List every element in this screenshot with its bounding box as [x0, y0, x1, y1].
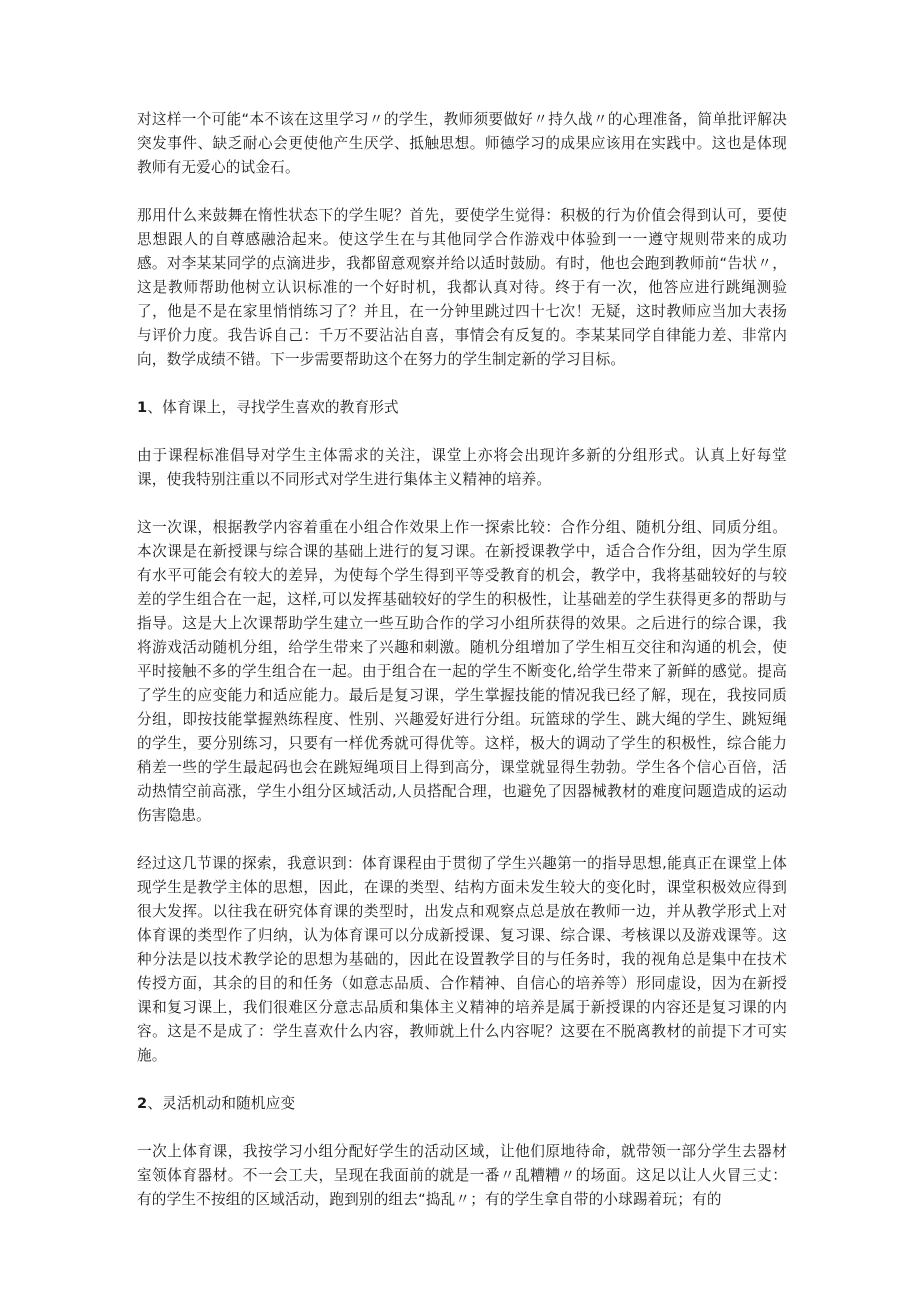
- section-heading-1-title: 、体育课上，寻找学生喜欢的教育形式: [147, 399, 399, 416]
- section-heading-1: [137, 396, 787, 420]
- section-heading-2-number: 2: [137, 1095, 148, 1112]
- paragraph-6: 一次上体育课，我按学习小组分配好学生的活动区域，让他们原地待命，就带领一部分学生去器材室领体育器材。不一会工夫，呈现在我面前的就是一番〃乱糟糟〃的场面。这足以让人火冒三丈：有的学生不按组的区域活动，跑到别的组去“捣乱〃；有的学生拿自带的小球踢着玩；有的: [137, 1143, 787, 1208]
- paragraph-3: 由于课程标准倡导对学生主体需求的关注，课堂上亦将会出现许多新的分组形式。认真上好每堂课，使我特别注重以不同形式对学生进行集体主义精神的培养。: [137, 447, 787, 488]
- paragraph-1: 对这样一个可能“本不该在这里学习〃的学生，教师须要做好〃持久战〃的心理准备，简单批评解决突发事件、缺乏耐心会更使他产生厌学、抵触思想。师德学习的成果应该用在实践中。这也是体现教师有无爱心的试金石。: [137, 111, 787, 176]
- paragraph-2: 那用什么来鼓舞在惰性状态下的学生呢？首先，要使学生觉得：积极的行为价值会得到认可，要使思想跟人的自尊感融洽起来。使这学生在与其他同学合作游戏中体验到一一遵守规则带来的成功感。对李某某同学的点滴进步，我都留意观察并给以适时鼓励。有时，他也会跑到教师前“告状〃，这是教师帮助他树立认识标准的一个好时机，我都认真对待。终于有一次，他答应进行跳绳测验了，他是不是在家里悄悄练习了？并且，在一分钟里跳过四十七次！无疑，这时教师应当加大表扬与评价力度。我告诉自己：千万不要沾沾自喜，事情会有反复的。李某某同学自律能力差、非常内向，数学成绩不错。下一步需要帮助这个在努力的学生制定新的学习目标。: [137, 207, 787, 368]
- document-page: [137, 108, 787, 1212]
- section-heading-2: [137, 1092, 787, 1116]
- section-heading-1-number: 1: [137, 399, 148, 416]
- paragraph-4: 这一次课，根据教学内容着重在小组合作效果上作一探索比较：合作分组、随机分组、同质分组。本次课是在新授课与综合课的基础上进行的复习课。在新授课教学中，适合合作分组，因为学生原有水平可能会有较大的差异，为使每个学生得到平等受教育的机会，教学中，我将基础较好的与较差的学生组合在一起，这样,可以发挥基础较好的学生的积极性，让基础差的学生获得更多的帮助与指导。这是大上次课帮助学生建立一些互助合作的学习小组所获得的效果。之后进行的综合课，我将游戏活动随机分组，给学生带来了兴趣和刺激。随机分组增加了学生相互交往和沟通的机会，使平时接触不多的学生组合在一起。由于组合在一起的学生不断变化,给学生带来了新鲜的感觉。提高了学生的应变能力和适应能力。最后是复习课，学生掌握技能的情况我已经了解，现在，我按同质分组，即按技能掌握熟练程度、性别、兴趣爱好进行分组。玩篮球的学生、跳大绳的学生、跳短绳的学生，要分别练习，只要有一样优秀就可得优等。这样，极大的调动了学生的积极性，综合能力稍差一些的学生最起码也会在跳短绳项目上得到高分，课堂就显得生勃勃。学生各个信心百倍，活动热情空前高涨，学生小组分区域活动,人员搭配合理，也避免了因器械教材的难度问题造成的运动伤害隐患。: [137, 519, 787, 824]
- paragraph-5: 经过这几节课的探索，我意识到：体育课程由于贯彻了学生兴趣第一的指导思想,能真正在课堂上体现学生是教学主体的思想，因此，在课的类型、结构方面未发生较大的变化时，课堂积极效应得到很大发挥。以往我在研究体育课的类型时，出发点和观察点总是放在教师一边，并从教学形式上对体育课的类型作了归纳，认为体育课可以分成新授课、复习课、综合课、考核课以及游戏课等。这种分法是以技术教学论的思想为基础的，因此在设置教学目的与任务时，我的视角总是集中在技术传授方面，其余的目的和任务（如意志品质、合作精神、自信心的培养等）形同虚设，因为在新授课和复习课上，我们很难区分意志品质和集体主义精神的培养是属于新授课的内容还是复习课的内容。这是不是成了：学生喜欢什么内容，教师就上什么内容呢？这要在不脱离教材的前提下才可实施。: [137, 855, 787, 1064]
- section-heading-2-title: 、灵活机动和随机应变: [147, 1095, 296, 1112]
